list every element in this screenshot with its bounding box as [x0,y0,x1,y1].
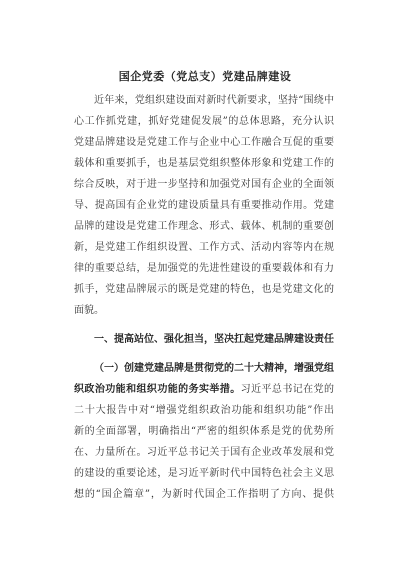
paragraph-line [74,383,334,397]
paragraph-line: 近年来，党组织建设面对新时代新要求，坚持“围绕中 [94,95,334,106]
paragraph-line: 抓手，党建品牌展示的既是党建的特色，也是党建文化的 [74,284,334,295]
paragraph-text: 在、力量所在。习近平总书记关于国有企业改革发展和党 [74,447,334,458]
paragraph-line [74,446,334,460]
paragraph-line: 心工作抓党建，抓好党建促发展”的总体思路，充分认识 [74,116,334,127]
paragraph-text: 习近平总书记在党的 [240,384,335,395]
paragraph-text: 想的“国企篇章”，为新时代国企工作指明了方向、提供 [74,489,334,500]
paragraph-text: 新的全面部署，明确指出“严密的组织体系是党的优势所 [74,426,334,437]
paragraph-line: 品牌的建设是党建工作理念、形式、载体、机制的重要创 [74,221,334,232]
paragraph-line: 面貌。 [74,305,104,316]
paragraph-line [94,362,334,376]
paragraph-line: 综合反映，对于进一步坚持和加强党对国有企业的全面领 [74,179,334,190]
paragraph-line [74,467,334,481]
section-heading: 一、提高站位、强化担当，坚决扛起党建品牌建设责任 [94,334,334,345]
paragraph-line: 导、提高国有企业党的建设质量具有重要推动作用。党建 [74,200,334,211]
subsection-heading-text: （一）创建党建品牌是贯彻党的二十大精神，增强党组 [94,363,334,374]
paragraph-text: 二十大报告中对“增强党组织政治功能和组织功能”作出 [74,405,334,416]
paragraph-line [74,404,334,418]
paragraph-text: 的建设的重要论述，是习近平新时代中国特色社会主义思 [74,468,334,479]
paragraph-line: 律的重要总结，是加强党的先进性建设的重要载体和有力 [74,263,334,274]
paragraph-line: 新，是党建工作组织设置、工作方式、活动内容等内在规 [74,242,334,253]
paragraph-line [74,425,334,439]
document-title: 国企党委（党总支）党建品牌建设 [118,70,292,83]
paragraph-line: 载体和重要抓手，也是基层党组织整体形象和党建工作的 [74,158,334,169]
subsection-heading-text: 织政治功能和组织功能的务实举措。 [74,384,241,395]
paragraph-line [74,488,334,502]
paragraph-line: 党建品牌建设是党建工作与企业中心工作融合互促的重要 [74,137,334,148]
